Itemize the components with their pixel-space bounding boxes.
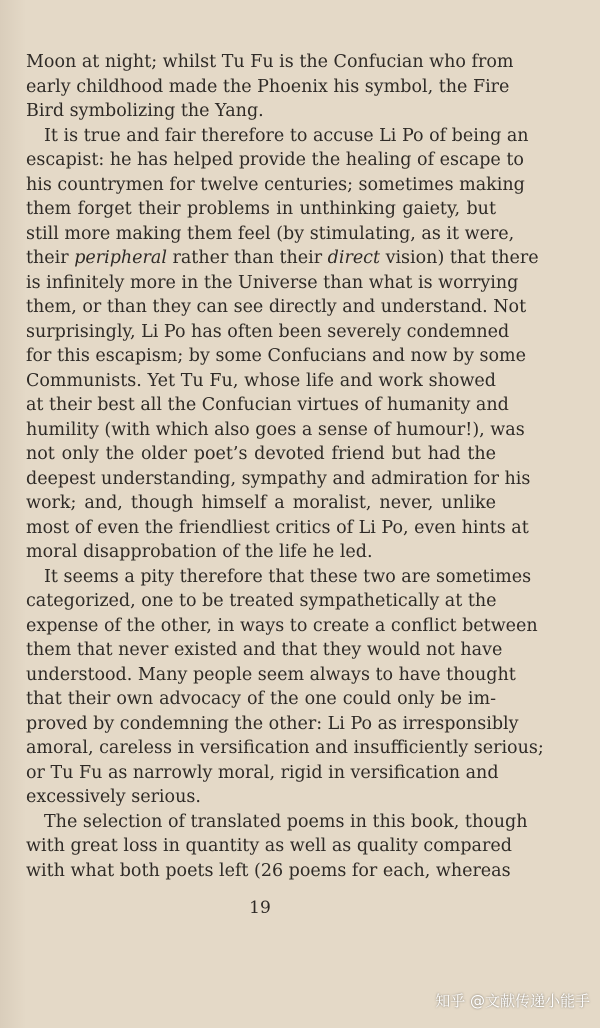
text-line: It seems a pity therefore that these two are sometimes xyxy=(44,566,532,587)
text-line: The selection of translated poems in this book, though xyxy=(44,811,528,832)
text-line: still more making them feel (by stimulating, as it were, xyxy=(26,223,515,244)
text-line: that their own advocacy of the one could only be im- xyxy=(26,689,496,709)
text-line: with great loss in quantity as well as quality compared xyxy=(26,836,512,856)
text-line: them forget their problems in unthinking gaiety, but xyxy=(26,199,496,219)
text-line: escapist: he has helped provide the healing of escape to xyxy=(26,150,524,170)
text-line: work; and, though himself a moralist, never, unlike xyxy=(26,493,496,513)
text-line: at their best all the Confucian virtues of humanity and xyxy=(26,395,509,415)
text-line: or Tu Fu as narrowly moral, rigid in versification and xyxy=(26,762,499,783)
text-line: most of even the friendliest critics of Li Po, even hints at xyxy=(26,517,529,538)
text-line: them that never existed and that they would not have xyxy=(26,640,503,660)
text-line: with what both poets left (26 poems for each, whereas xyxy=(26,860,511,881)
text-line: humility (with which also goes a sense of humour!), was xyxy=(26,419,525,440)
text-line: for this escapism; by some Confucians and now by some xyxy=(26,346,526,366)
text-line: Bird symbolizing the Yang. xyxy=(26,101,264,121)
text-line: their peripheral rather than their direct vision) that there xyxy=(26,248,539,268)
text-line: Communists. Yet Tu Fu, whose life and work showed xyxy=(26,370,496,391)
text-line: early childhood made the Phoenix his symbol, the Fire xyxy=(26,76,510,97)
text-line: expense of the other, in ways to create a conflict between xyxy=(26,615,538,636)
text-line: amoral, careless in versification and insufficiently serious; xyxy=(26,738,544,758)
watermark: 知乎 @文献传递小能手 xyxy=(435,992,590,1010)
text-line: categorized, one to be treated sympathetically at the xyxy=(26,591,497,611)
body-text xyxy=(26,50,544,883)
text-line: Moon at night; whilst Tu Fu is the Confucian who from xyxy=(26,52,514,72)
text-line: excessively serious. xyxy=(26,787,201,807)
text-line: deepest understanding, sympathy and admiration for his xyxy=(26,468,531,489)
text-line: proved by condemning the other: Li Po as irresponsibly xyxy=(26,713,519,734)
text-line: surprisingly, Li Po has often been severely condemned xyxy=(26,321,510,342)
text-line: not only the older poet’s devoted friend but had the xyxy=(26,444,496,464)
text-line: is infinitely more in the Universe than what is worrying xyxy=(26,272,519,293)
text-line: understood. Many people seem always to have thought xyxy=(26,664,516,685)
text-line: his countrymen for twelve centuries; sometimes making xyxy=(26,174,525,195)
text-line: It is true and fair therefore to accuse Li Po of being an xyxy=(44,125,529,146)
text-line: them, or than they can see directly and understand. Not xyxy=(26,297,527,317)
page-number: 19 xyxy=(249,898,271,918)
text-line: moral disapprobation of the life he led. xyxy=(26,542,373,562)
